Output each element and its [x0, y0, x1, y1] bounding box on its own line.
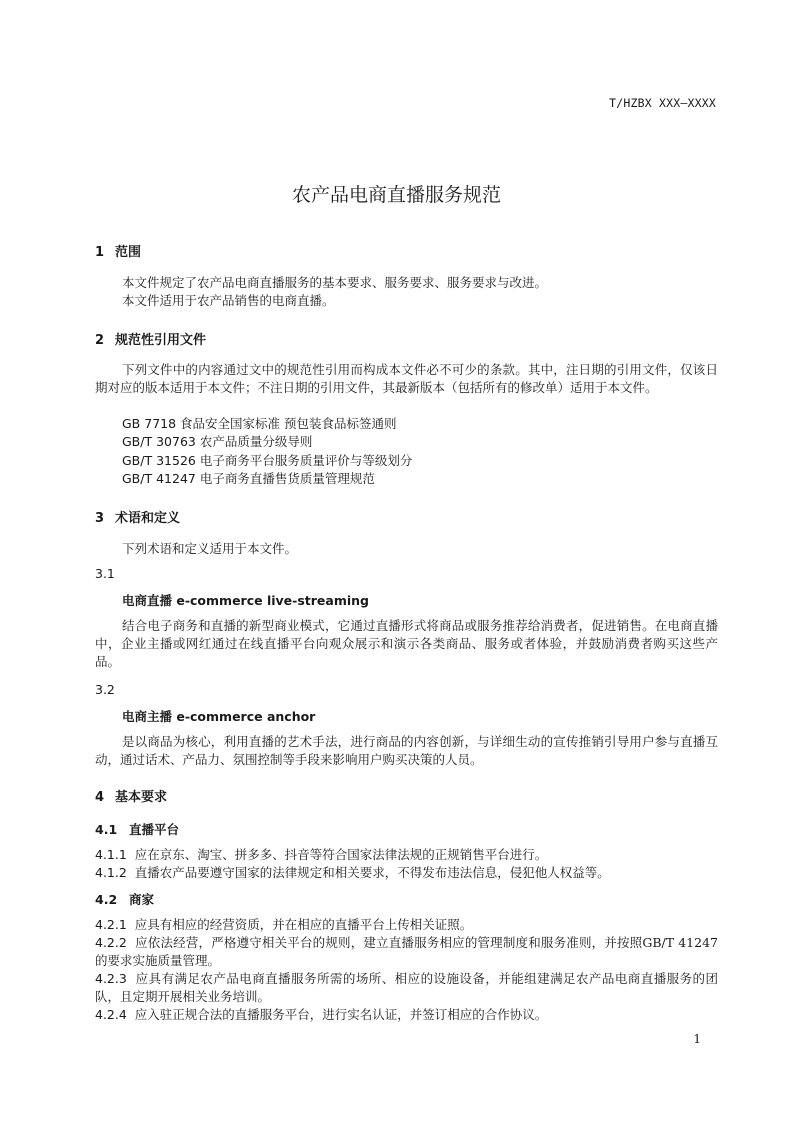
clause-text: 应依法经营，严格遵守相关平台的规则，建立直播服务相应的管理制度和服务准则，并按照GB/T 41247 的要求实施质量管理。 — [95, 935, 718, 968]
clause-text: 直播农产品要遵守国家的法律规定和相关要求，不得发布违法信息，侵犯他人权益等。 — [134, 865, 610, 880]
section-3-heading — [95, 507, 180, 526]
section-3-intro: 下列术语和定义适用于本文件。 — [122, 541, 298, 556]
section-2-intro: 下列文件中的内容通过文中的规范性引用而构成本文件必不可少的条款。其中，注日期的引用文件，仅该日期对应的版本适用于本文件；不注日期的引用文件，其最新版本（包括所有的修改单）适用于本文件。 — [95, 362, 718, 395]
subsection-number: 4.2 — [95, 892, 118, 907]
clause-number: 4.2.4 — [95, 1007, 127, 1022]
section-number: 4 — [95, 790, 105, 805]
clause-number: 4.1.2 — [95, 865, 127, 880]
section-number: 3 — [95, 511, 105, 526]
clause-4-2-1 — [95, 916, 718, 934]
term-definition: 结合电子商务和直播的新型商业模式，它通过直播形式将商品或服务推荐给消费者，促进销售。在电商直播中，企业主播或网红通过在线直播平台向观众展示和演示各类商品、服务或者体验，并鼓励消费者购买这些产品。 — [95, 618, 718, 669]
document-title: 农产品电商直播服务规范 — [291, 184, 501, 206]
clause-4-2-4 — [95, 1006, 718, 1024]
section-title: 规范性引用文件 — [115, 333, 207, 348]
section-number: 1 — [95, 245, 105, 260]
clause-number: 4.2.2 — [95, 935, 127, 950]
document-code: T/HZBX XXX—XXXX — [609, 96, 716, 110]
subsection-4-1-heading — [95, 820, 179, 838]
clause-4-2-2 — [95, 934, 718, 970]
clause-text: 应入驻正规合法的直播服务平台，进行实名认证，并签订相应的合作协议。 — [134, 1007, 548, 1022]
term-number: 3.2 — [95, 682, 115, 697]
term-name: 电商主播 e-commerce anchor — [122, 709, 316, 724]
subsection-title: 直播平台 — [129, 822, 180, 837]
term-definition: 是以商品为核心，利用直播的艺术手法，进行商品的内容创新，与详细生动的宣传推销引导用户参与直播互动，通过话术、产品力、氛围控制等手段来影响用户购买决策的人员。 — [95, 734, 718, 767]
section-1-heading — [95, 241, 141, 260]
reference-item: GB 7718 食品安全国家标准 预包装食品标签通则 — [122, 416, 397, 431]
clause-4-1-2 — [95, 864, 718, 882]
clause-number: 4.2.3 — [95, 971, 127, 986]
clause-text: 应具有相应的经营资质，并在相应的直播平台上传相关证照。 — [134, 917, 473, 932]
section-title: 范围 — [115, 245, 142, 260]
term-name: 电商直播 e-commerce live-streaming — [122, 593, 369, 608]
section-1-paragraph-2: 本文件适用于农产品销售的电商直播。 — [122, 293, 335, 308]
subsection-title: 商家 — [129, 892, 155, 907]
section-2-heading — [95, 329, 206, 348]
clause-4-2-3 — [95, 970, 718, 1006]
section-title: 术语和定义 — [115, 511, 181, 526]
subsection-4-2-heading — [95, 890, 154, 908]
clause-text: 应具有满足农产品电商直播服务所需的场所、相应的设施设备，并能组建满足农产品电商直播服务的团队，且定期开展相关业务培训。 — [95, 971, 718, 1004]
clause-number: 4.1.1 — [95, 847, 127, 862]
clause-4-1-1 — [95, 846, 718, 864]
reference-item: GB/T 31526 电子商务平台服务质量评价与等级划分 — [122, 453, 413, 468]
section-title: 基本要求 — [115, 790, 168, 805]
term-number: 3.1 — [95, 566, 115, 581]
clause-number: 4.2.1 — [95, 917, 127, 932]
subsection-number: 4.1 — [95, 822, 118, 837]
reference-item: GB/T 30763 农产品质量分级导则 — [122, 434, 313, 449]
reference-item: GB/T 41247 电子商务直播售货质量管理规范 — [122, 471, 375, 486]
page-number: 1 — [693, 1032, 701, 1046]
section-1-paragraph-1: 本文件规定了农产品电商直播服务的基本要求、服务要求、服务要求与改进。 — [122, 275, 548, 290]
section-number: 2 — [95, 333, 105, 348]
clause-text: 应在京东、淘宝、拼多多、抖音等符合国家法律法规的正规销售平台进行。 — [134, 847, 548, 862]
section-4-heading — [95, 786, 167, 805]
